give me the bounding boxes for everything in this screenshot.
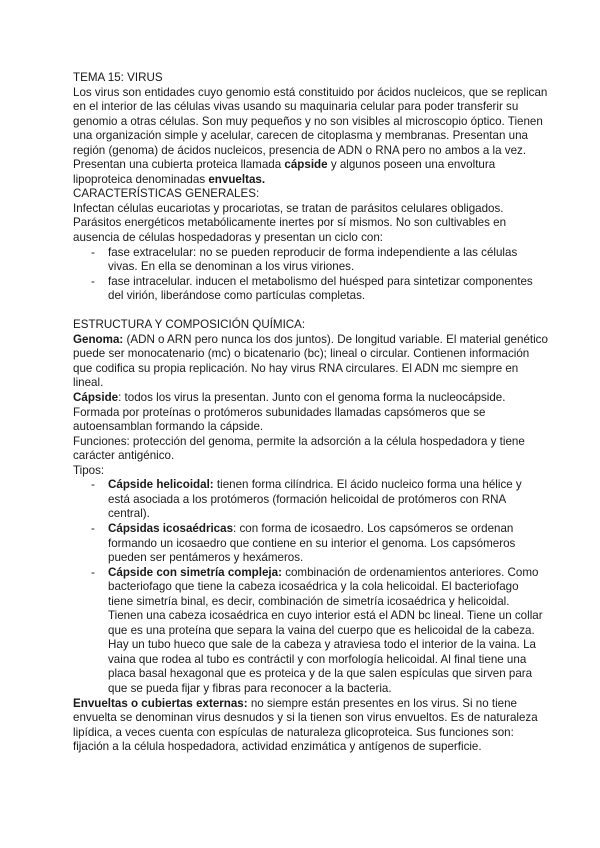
text-line [73, 667, 553, 682]
text-line [73, 144, 553, 159]
text-segment: Infectan células eucariotas y procariotas, se tratan de parásitos celulares obligados. [73, 201, 504, 215]
text-line [73, 376, 553, 391]
text-segment: : todos los virus la presentan. Junto con el genoma forma la nucleocápside. [118, 391, 506, 405]
text-line [73, 420, 553, 435]
text-segment: Parásitos energéticos metabólicamente inertes por sí mismos. No son cultivables en [73, 216, 507, 230]
text-line [73, 507, 553, 522]
text-segment: lipídica, a veces cuenta con espículas de naturaleza glicoproteica. Sus funciones son: [73, 725, 514, 739]
text-segment: Tipos: [73, 463, 105, 477]
text-segment: Hay un tubo hueco que sale de la cabeza y atraviesa todo el interior de la vaina. La [108, 638, 536, 652]
text-segment: tiene simetría binal, es decir, combinación de simetría icosaédrica y helicoidal. [108, 594, 510, 608]
text-segment: vivas. En ella se denominan a los virus viriones. [108, 260, 355, 274]
text-segment: que codifica su propia replicación. No hay virus RNA circulares. El ADN mc siempre en [73, 361, 519, 375]
text-line [73, 537, 553, 552]
text-line [73, 347, 553, 362]
bold-term: cápside [284, 158, 328, 172]
text-segment: una organización simple y acelular, carecen de citoplasma y membranas. Presentan una [73, 129, 528, 143]
text-line [73, 609, 553, 624]
text-line [73, 260, 553, 275]
text-segment: central). [108, 507, 150, 521]
text-segment: Formada por proteínas o protómeros subunidades llamadas capsómeros que se [73, 405, 486, 419]
text-segment: en el interior de las células vivas usando su maquinaria celular para poder transferir su [73, 100, 519, 114]
text-segment: está asociada a los protómeros (formación helicoidal de protómeros con RNA [108, 492, 507, 506]
text-segment: no siempre están presentes en los virus. Si no tiene [247, 696, 518, 710]
text-line [73, 289, 553, 304]
text-segment: placa basal hexagonal que es proteica y de la que salen espículas que sirven para [108, 667, 533, 681]
text-line [73, 449, 553, 464]
text-segment: ESTRUCTURA Y COMPOSICIÓN QUÍMICA: [73, 318, 306, 332]
text-segment: lineal. [73, 376, 104, 390]
text-segment: genomio a otras células. Son muy pequeños y no son visibles al microscopio óptico. Tienen [73, 114, 543, 128]
text-segment: Funciones: protección del genoma, permite la adsorción a la célula hospedadora y tiene [73, 434, 525, 448]
text-segment: región (genoma) de ácidos nucleicos, presencia de ADN o RNA pero no ambos a la vez. [73, 143, 527, 157]
text-line [73, 740, 553, 755]
text-line [73, 653, 553, 668]
text-segment: CARACTERÍSTICAS GENERALES: [73, 187, 260, 201]
text-segment: pueden ser pentámeros y hexámeros. [108, 551, 304, 565]
list-item [73, 275, 553, 290]
text-segment: y algunos poseen una envoltura [327, 158, 496, 172]
text-segment: combinación de ordenamientos anteriores. Como [281, 565, 539, 579]
text-line [73, 318, 553, 333]
text-segment: que se pueda fijar y fibras para reconocer a la bacteria. [108, 681, 392, 695]
bold-term: envueltas. [208, 172, 266, 186]
list-item [73, 522, 553, 537]
bullet-dash: - [91, 274, 95, 288]
bold-term: Cápsidas icosaédricas [108, 521, 234, 535]
bullet-dash: - [91, 245, 95, 259]
bullet-dash: - [91, 521, 95, 535]
text-segment: vaina que rodea al tubo es contráctil y con morfología helicoidal. Al final tiene una [108, 652, 527, 666]
text-segment: autoensamblan formando la cápside. [73, 420, 264, 434]
text-line [73, 362, 553, 377]
text-line [73, 624, 553, 639]
text-line [73, 697, 553, 712]
text-line [73, 711, 553, 726]
text-segment: lipoproteica denominadas [73, 172, 209, 186]
text-line [73, 231, 553, 246]
text-segment: (ADN o ARN pero nunca los dos juntos). De longitud variable. El material genético [123, 332, 548, 346]
text-line [73, 187, 553, 202]
text-line [73, 158, 553, 173]
text-segment: TEMA 15: VIRUS [73, 71, 163, 84]
text-line [73, 304, 553, 319]
list-item [73, 246, 553, 261]
text-line [73, 726, 553, 741]
text-segment: Los virus son entidades cuyo genomio está constituido por ácidos nucleicos, que se replican [73, 85, 548, 99]
text-line [73, 173, 553, 188]
text-line [73, 129, 553, 144]
text-segment: formando un icosaedro que contiene en su interior el genoma. Los capsómeros [108, 536, 516, 550]
list-item [73, 566, 553, 581]
text-line [73, 71, 553, 86]
document-page [73, 71, 553, 755]
text-segment: fase extracelular: no se pueden reproducir de forma independiente a las células [108, 245, 518, 259]
text-segment: puede ser monocatenario (mc) o bicatenario (bc); lineal o circular. Contienen información [73, 347, 530, 361]
text-line [73, 493, 553, 508]
bold-term: Envueltas o cubiertas externas: [73, 696, 248, 710]
text-line [73, 100, 553, 115]
bullet-dash: - [91, 565, 95, 579]
text-line [73, 435, 553, 450]
text-line [73, 595, 553, 610]
text-line [73, 406, 553, 421]
text-segment: tienen forma cilíndrica. El ácido nucleico forma una hélice y [213, 478, 522, 492]
text-segment: Presentan una cubierta proteica llamada [73, 158, 285, 172]
text-line [73, 464, 553, 479]
bold-term: Cápside [73, 391, 119, 405]
text-line [73, 202, 553, 217]
text-line [73, 580, 553, 595]
list-item [73, 478, 553, 493]
text-segment: ausencia de células hospedadoras y presentan un ciclo con: [73, 231, 384, 245]
bold-term: Cápside helicoidal: [108, 478, 214, 492]
text-line [73, 333, 553, 348]
text-segment: envuelta se denominan virus desnudos y si la tienen son virus envueltos. Es de naturaleza [73, 711, 538, 725]
text-segment: carácter antigénico. [73, 449, 175, 463]
text-line [73, 86, 553, 101]
text-segment: del virión, liberándose como partículas completas. [108, 289, 366, 303]
bullet-dash: - [91, 478, 95, 492]
bold-term: Genoma: [73, 332, 124, 346]
text-segment: bacteriofago que tiene la cabeza icosaédrica y la cola helicoidal. El bacteriofago [108, 580, 519, 594]
text-line [73, 638, 553, 653]
text-segment: Tienen una cabeza icosaédrica en cuyo interior está el ADN bc lineal. Tiene un collar [108, 609, 543, 623]
text-segment: fase intracelular. inducen el metabolismo del huésped para sintetizar componentes [108, 274, 533, 288]
text-line [73, 391, 553, 406]
text-segment: : con forma de icosaedro. Los capsómeros se ordenan [233, 521, 514, 535]
text-line [73, 551, 553, 566]
text-line [73, 682, 553, 697]
text-segment: que es una proteína que separa la vaina del cuerpo que es helicoidal de la cabeza. [108, 623, 535, 637]
text-line [73, 115, 553, 130]
text-line [73, 216, 553, 231]
bold-term: Cápside con simetría compleja: [108, 565, 282, 579]
text-segment: fijación a la célula hospedadora, actividad enzimática y antígenos de superficie. [73, 740, 482, 754]
